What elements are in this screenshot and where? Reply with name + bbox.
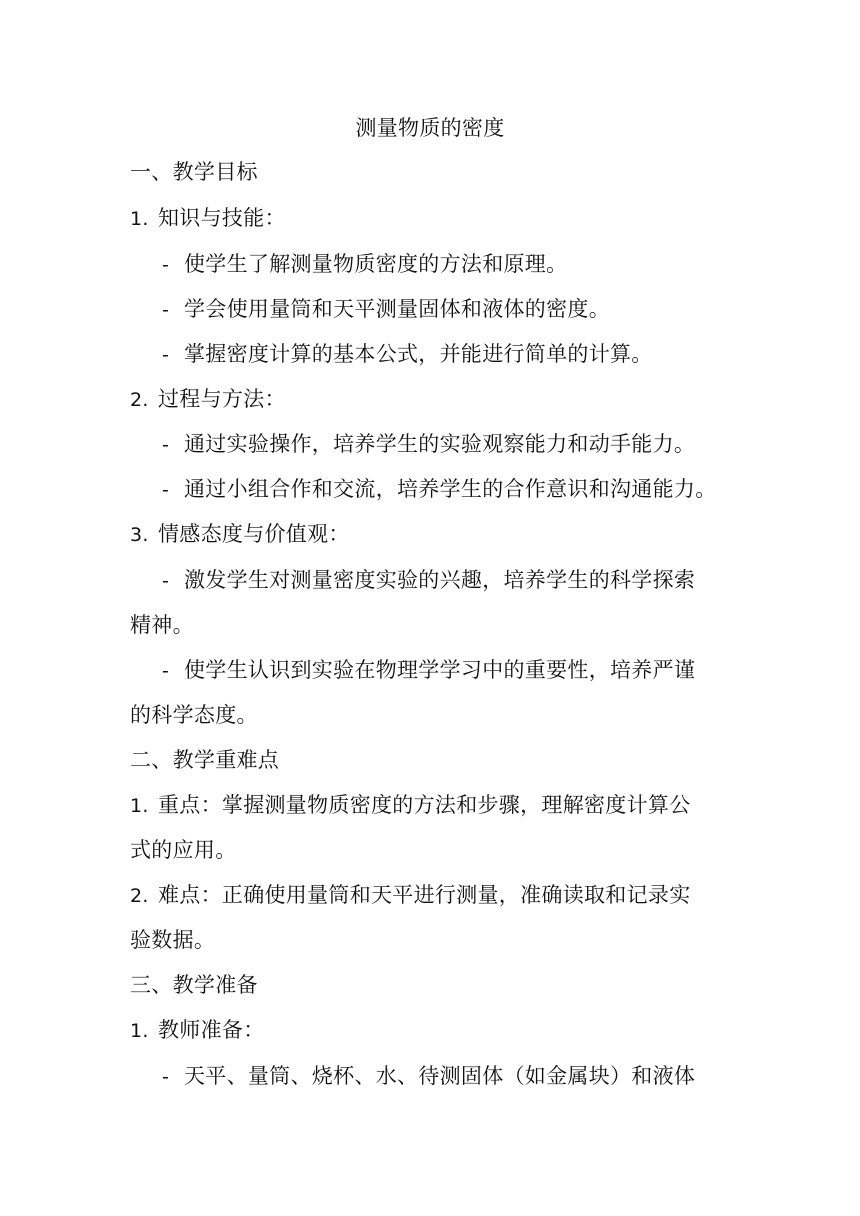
bullet-text: 通过小组合作和交流，培养学生的合作意识和沟通能力。 [184, 477, 717, 501]
item-number: 1. [130, 1020, 149, 1042]
key-point-item-2 [130, 881, 740, 910]
item-label: 知识与技能： [158, 206, 286, 230]
objective-item-1 [130, 204, 740, 233]
bullet-item [162, 1062, 772, 1091]
bullet-dash: - [162, 254, 170, 276]
item-text: 难点：正确使用量筒和天平进行测量，准确读取和记录实 [158, 883, 691, 907]
key-point-item-1 [130, 791, 740, 820]
item-number: 1. [130, 208, 149, 230]
section-heading-objectives: 一、教学目标 [130, 160, 258, 184]
section-heading-preparation: 三、教学准备 [130, 973, 258, 997]
bullet-dash: - [162, 344, 170, 366]
bullet-continuation: 精神。 [130, 613, 194, 637]
item-number: 1. [130, 795, 149, 817]
bullet-item [162, 295, 772, 324]
bullet-text: 掌握密度计算的基本公式，并能进行简单的计算。 [184, 342, 653, 366]
item-number: 3. [130, 524, 149, 546]
item-label: 情感态度与价值观： [158, 522, 350, 546]
item-continuation: 验数据。 [130, 928, 216, 952]
bullet-item [162, 475, 772, 504]
bullet-item [162, 250, 772, 279]
bullet-dash: - [162, 1066, 170, 1088]
item-number: 2. [130, 885, 149, 907]
item-continuation: 式的应用。 [130, 838, 237, 862]
bullet-text: 使学生认识到实验在物理学学习中的重要性，培养严谨 [184, 658, 696, 682]
bullet-dash: - [162, 479, 170, 501]
item-label: 教师准备： [158, 1018, 265, 1042]
bullet-text: 天平、量筒、烧杯、水、待测固体（如金属块）和液体 [184, 1064, 696, 1088]
bullet-continuation: 的科学态度。 [130, 703, 258, 727]
bullet-item [162, 566, 772, 595]
bullet-text: 学会使用量筒和天平测量固体和液体的密度。 [184, 297, 610, 321]
objective-item-2 [130, 385, 740, 414]
preparation-item-1 [130, 1016, 740, 1045]
bullet-item [162, 656, 772, 685]
bullet-text: 通过实验操作，培养学生的实验观察能力和动手能力。 [184, 432, 696, 456]
bullet-dash: - [162, 570, 170, 592]
bullet-item [162, 340, 772, 369]
bullet-dash: - [162, 434, 170, 456]
item-text: 重点：掌握测量物质密度的方法和步骤，理解密度计算公 [158, 793, 691, 817]
bullet-dash: - [162, 660, 170, 682]
document-title: 测量物质的密度 [355, 116, 505, 140]
bullet-dash: - [162, 299, 170, 321]
section-heading-key-points: 二、教学重难点 [130, 748, 280, 772]
objective-item-3 [130, 520, 740, 549]
item-label: 过程与方法： [158, 387, 286, 411]
bullet-text: 激发学生对测量密度实验的兴趣，培养学生的科学探索 [184, 568, 696, 592]
item-number: 2. [130, 389, 149, 411]
bullet-item [162, 430, 772, 459]
bullet-text: 使学生了解测量物质密度的方法和原理。 [184, 252, 568, 276]
